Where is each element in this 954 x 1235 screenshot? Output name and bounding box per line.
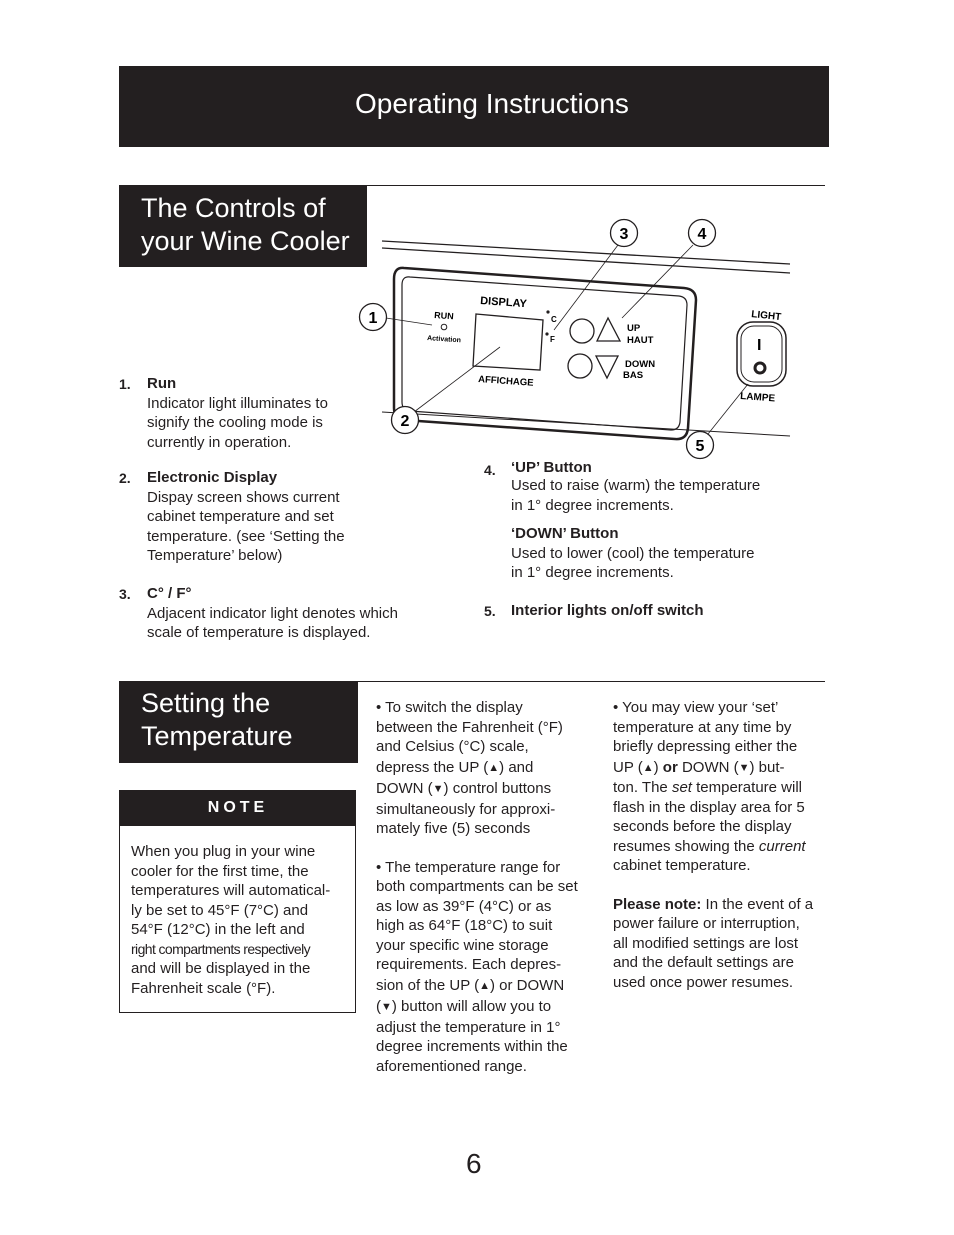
- activation-label: Activation: [426, 335, 462, 345]
- item-5-number: 5.: [484, 603, 496, 619]
- setting-heading-line1: Setting the: [141, 688, 271, 718]
- item-lights-switch-title: Interior lights on/off switch: [511, 602, 704, 619]
- up-label: UP: [627, 323, 641, 334]
- item-down-button: ‘DOWN’ Button Used to lower (cool) the temperature in 1° degree increments.: [511, 524, 811, 583]
- run-label: RUN: [433, 310, 455, 322]
- control-panel-diagram: [330, 215, 810, 465]
- down-arrow-icon: [596, 356, 618, 378]
- item-electronic-display: Electronic Display Dispay screen shows current cabinet temperature and set temperature. (see ‘Setting the Temperature’ below): [147, 468, 397, 566]
- lampe-label: LAMPE: [739, 391, 776, 405]
- leader-line-5: [708, 384, 748, 434]
- display-window: [473, 314, 543, 370]
- note-text: When you plug in your wine cooler for the first time, the temperatures will automatical- ly be set to 45°F (7°C) and 54°F (12°C) in the left and right compartments respectively and will be displayed in the Fahrenheit scale (°F).: [131, 843, 331, 997]
- item-run-title: Run: [147, 375, 177, 392]
- light-label: LIGHT: [750, 309, 782, 324]
- triangle-down-icon: ▼: [738, 761, 750, 774]
- triangle-up-icon: ▲: [479, 979, 491, 992]
- item-2-number: 2.: [119, 470, 131, 486]
- bas-label: BAS: [623, 370, 644, 381]
- fahrenheit-label: F: [550, 335, 555, 344]
- switch-housing: [737, 322, 786, 386]
- switch-on-label: I: [757, 337, 762, 354]
- item-up-title: ‘UP’ Button: [511, 459, 592, 476]
- triangle-up-icon: ▲: [642, 761, 654, 774]
- controls-heading-line1: The Controls of: [141, 193, 326, 223]
- callout-5: 5: [695, 438, 705, 455]
- item-down-title: ‘DOWN’ Button: [511, 525, 619, 542]
- run-indicator-light: [441, 324, 447, 330]
- callout-1: 1: [368, 310, 378, 327]
- setting-column-2: [613, 698, 833, 992]
- item-scale: C° / F° Adjacent indicator light denotes which scale of temperature is displayed.: [147, 584, 437, 643]
- item-3-number: 3.: [119, 586, 131, 602]
- haut-label: HAUT: [627, 335, 654, 346]
- item-1-number: 1.: [119, 376, 131, 392]
- page-title: Operating Instructions: [355, 88, 629, 119]
- item-up-button: ‘UP’ Button Used to raise (warm) the temperature in 1° degree increments.: [511, 460, 811, 515]
- view-set-temperature-paragraph: • You may view your ‘set’ temperature at any time by briefly depressing either the UP (▲) or DOWN (▼) but- ton. The set temperature will flash in the display area for 5 seconds before the display resumes showing the current cabinet temperature.: [613, 699, 806, 874]
- up-arrow-icon: [597, 318, 620, 341]
- page-number: 6: [466, 1148, 482, 1179]
- panel-inner: [402, 277, 687, 430]
- item-display-title: Electronic Display: [147, 469, 278, 486]
- down-button-circle: [568, 354, 592, 378]
- celsius-label: C: [551, 315, 557, 324]
- triangle-down-icon: ▼: [432, 783, 444, 795]
- setting-column-1: [376, 698, 601, 1076]
- setting-heading-line2: Temperature: [141, 721, 293, 751]
- switch-off-icon: [755, 363, 765, 373]
- item-scale-title: C° / F°: [147, 585, 192, 602]
- controls-heading-line2: your Wine Cooler: [141, 226, 350, 256]
- celsius-indicator-light: [546, 310, 549, 313]
- callout-2: 2: [400, 413, 410, 430]
- switch-scale-paragraph: • To switch the display between the Fahrenheit (°F) and Celsius (°C) scale, depress the UP (▲) and DOWN (▼) control buttons simultaneously for approxi- mately five (5) seconds: [376, 699, 563, 837]
- note-heading: NOTE: [120, 791, 356, 826]
- item-run: Run Indicator light illuminates to signify the cooling mode is currently in operation.: [147, 374, 377, 452]
- display-label: DISPLAY: [479, 295, 528, 311]
- up-button-circle: [570, 319, 594, 343]
- affichage-label: AFFICHAGE: [477, 374, 534, 389]
- down-label: DOWN: [625, 359, 656, 370]
- callout-4: 4: [697, 226, 707, 243]
- please-note-paragraph: Please note: In the event of a power failure or interruption, all modified settings are lost and the default settings are used once power resumes.: [613, 895, 814, 991]
- temperature-range-paragraph: • The temperature range for both compartments can be set as low as 39°F (4°C) or as high as 64°F (18°C) to suit your specific wine storage requirements. Each depres- sion of the UP (▲) or DOWN (▼) button will allow you to adjust the temperature in 1° degree increments within the aforementioned range.: [376, 858, 578, 1075]
- fahrenheit-indicator-light: [545, 332, 548, 335]
- callout-3: 3: [619, 226, 629, 243]
- triangle-down-icon: ▼: [381, 1001, 392, 1013]
- triangle-up-icon: ▲: [488, 761, 500, 774]
- item-4-number: 4.: [484, 462, 496, 478]
